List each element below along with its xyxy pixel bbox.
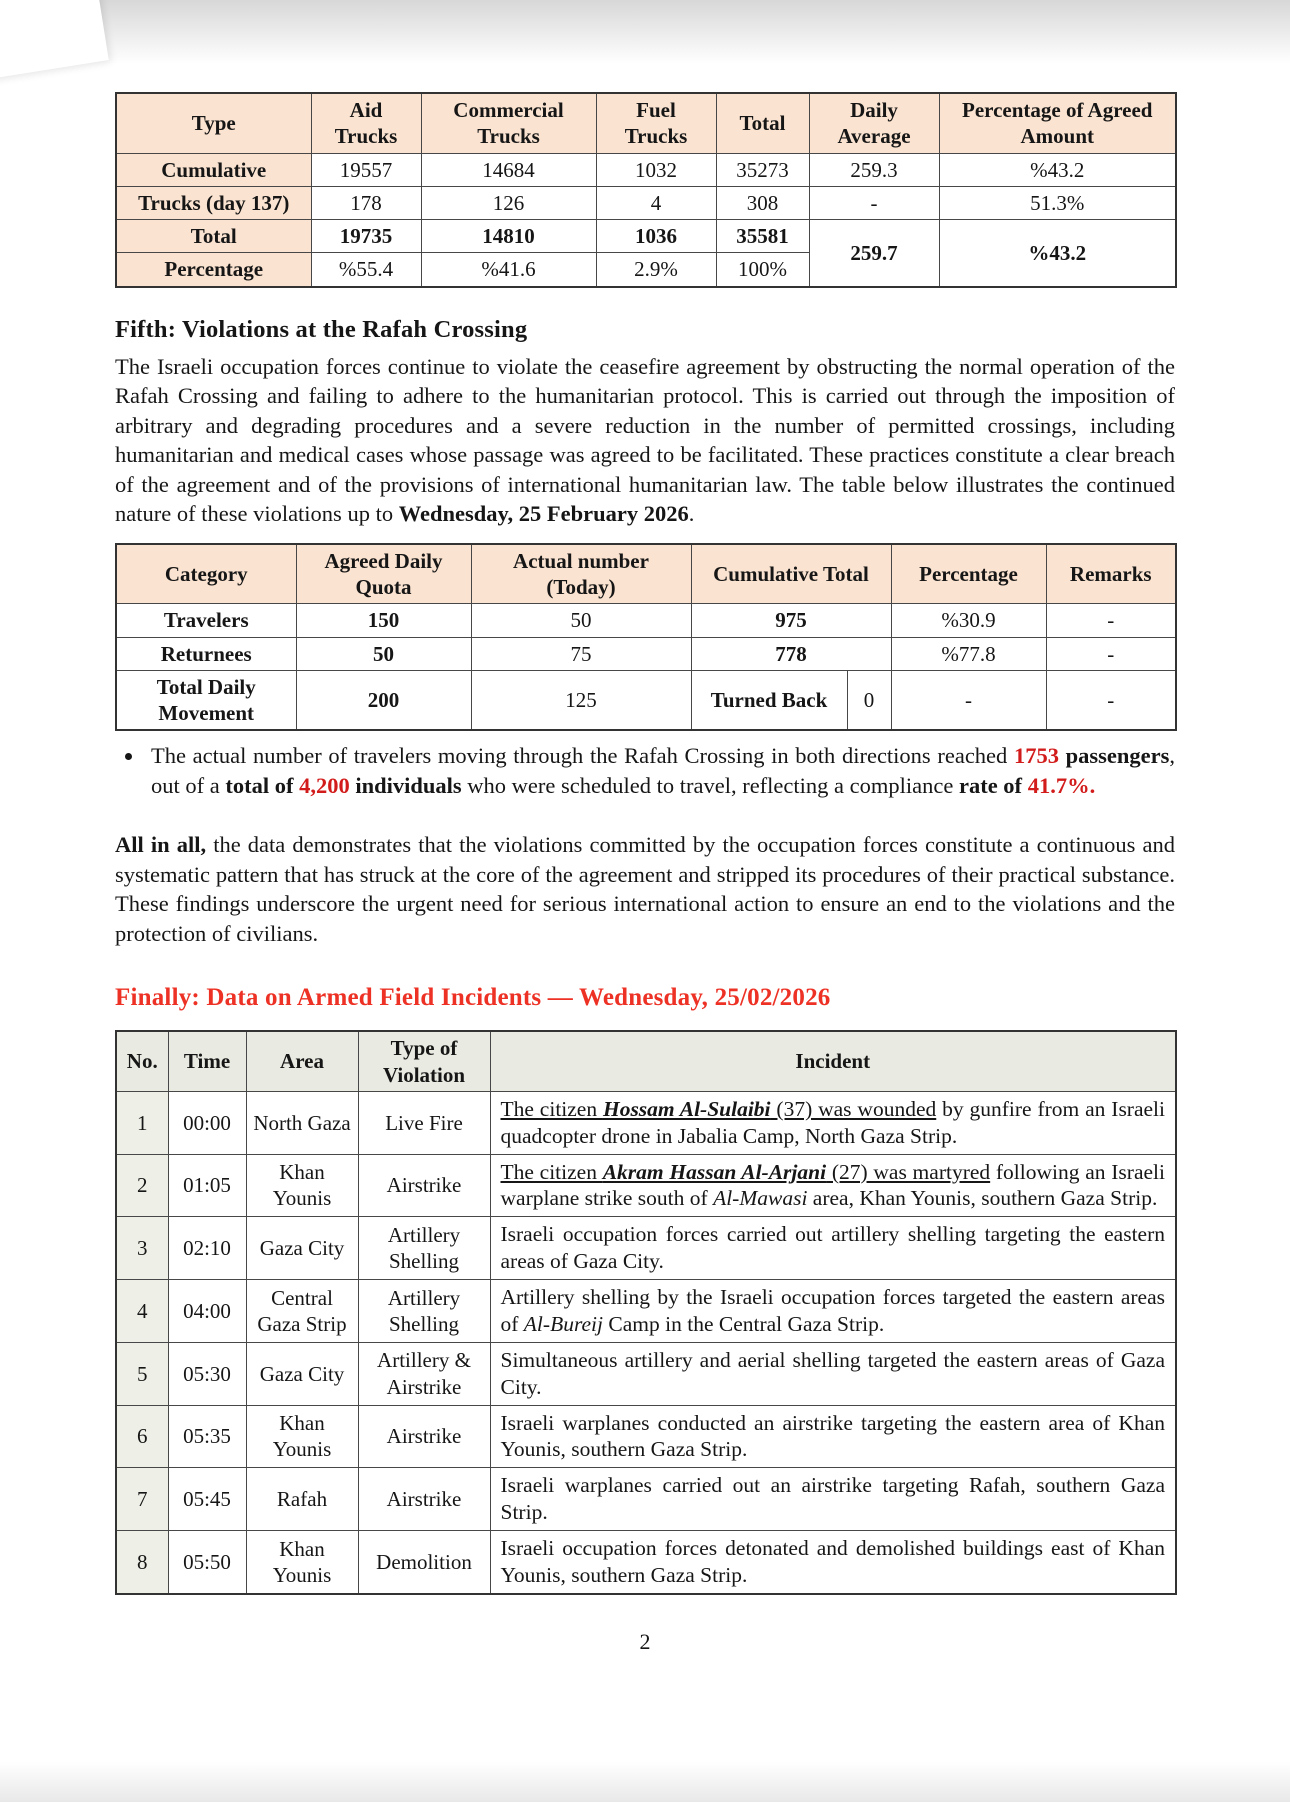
- table-row-incident-4: [116, 1280, 1176, 1343]
- merged-daily-average: 259.7: [809, 220, 939, 287]
- text-segment: Israeli warplanes carried out an airstrike targeting Rafah, southern Gaza Strip.: [500, 1473, 1165, 1525]
- text-segment: total of: [225, 772, 300, 798]
- day137-commercial: 126: [421, 186, 596, 219]
- table-row-total-daily-movement: [116, 670, 1176, 730]
- text-segment: [1059, 743, 1066, 768]
- incident-time-cell: 00:00: [168, 1091, 246, 1154]
- text-segment: The citizen: [500, 1096, 603, 1121]
- text-segment: (27) was martyred: [826, 1159, 991, 1184]
- text-segment: individuals: [349, 772, 462, 798]
- returnees-cumulative: 778: [691, 637, 891, 670]
- incident-area-cell: Gaza City: [246, 1217, 358, 1280]
- incident-no-cell: 5: [116, 1342, 168, 1405]
- day137-aid: 178: [311, 186, 421, 219]
- table-row-incident-3: [116, 1217, 1176, 1280]
- day137-daily-average: -: [809, 186, 939, 219]
- category-total-daily-movement: Total Daily Movement: [116, 670, 296, 730]
- incident-text-cell: [490, 1405, 1176, 1468]
- rafah-header-row: [116, 544, 1176, 604]
- incident-violation-cell: Artillery Shelling: [358, 1280, 490, 1343]
- incident-area-cell: North Gaza: [246, 1091, 358, 1154]
- incident-no-cell: 3: [116, 1217, 168, 1280]
- text-segment: Simultaneous artillery and aerial shelling targeted the eastern areas of Gaza City.: [500, 1347, 1165, 1399]
- column-header-aid-trucks: Aid Trucks: [311, 93, 421, 153]
- text-segment: .: [688, 501, 695, 527]
- text-segment: passengers: [1065, 743, 1170, 769]
- percentage-fuel: 2.9%: [596, 253, 716, 287]
- cumulative-commercial: 14684: [421, 153, 596, 186]
- paragraph-all-in-all: [115, 830, 1175, 948]
- travelers-quota: 150: [296, 604, 471, 637]
- table-row-incident-2: [116, 1154, 1176, 1217]
- incident-area-cell: Khan Younis: [246, 1531, 358, 1594]
- row-label-total: Total: [116, 220, 311, 253]
- text-segment: 41.7%.: [1027, 772, 1096, 798]
- text-segment: Wednesday, 25 February 2026: [398, 501, 689, 527]
- column-header-actual-number: Actual number (Today): [471, 544, 691, 604]
- row-label-trucks-day-137: Trucks (day 137): [116, 186, 311, 219]
- incident-area-cell: Gaza City: [246, 1342, 358, 1405]
- incident-area-cell: Khan Younis: [246, 1154, 358, 1217]
- table-row-travelers: [116, 604, 1176, 637]
- text-segment: The citizen: [500, 1159, 603, 1184]
- bullet-travelers-compliance: [145, 741, 1175, 800]
- incident-area-cell: Rafah: [246, 1468, 358, 1531]
- incident-violation-cell: Airstrike: [358, 1154, 490, 1217]
- table-row-returnees: [116, 637, 1176, 670]
- text-segment: All in all,: [115, 831, 207, 857]
- page-number: 2: [639, 1628, 651, 1654]
- text-segment: Israeli occupation forces detonated and demolished buildings east of Khan Younis, southern Gaza Strip.: [500, 1536, 1165, 1587]
- text-segment: (37) was wounded: [770, 1096, 937, 1121]
- column-header-percentage: Percentage: [891, 544, 1046, 604]
- day137-fuel: 4: [596, 186, 716, 219]
- movement-turned-back-label: Turned Back: [691, 670, 847, 730]
- incident-time-cell: 02:10: [168, 1217, 246, 1280]
- travelers-cumulative: 975: [691, 604, 891, 637]
- table-row-incident-7: [116, 1468, 1176, 1531]
- section-heading-fifth: Fifth: Violations at the Rafah Crossing: [115, 315, 528, 343]
- incidents-table: [115, 1030, 1177, 1595]
- incident-violation-cell: Live Fire: [358, 1091, 490, 1154]
- cumulative-aid: 19557: [311, 153, 421, 186]
- text-segment: Hossam Al-Sulaibi: [602, 1096, 771, 1121]
- incident-no-cell: 8: [116, 1531, 168, 1594]
- column-header-total: Total: [716, 93, 809, 153]
- text-segment: Israeli warplanes conducted an airstrike targeting the eastern area of Khan Younis, southern Gaza Strip.: [500, 1410, 1165, 1462]
- incident-area-cell: Khan Younis: [246, 1405, 358, 1468]
- incident-text-cell: [490, 1468, 1176, 1531]
- day137-total: 308: [716, 186, 809, 219]
- table-row-incident-5: [116, 1342, 1176, 1405]
- table-row-incident-1: [116, 1091, 1176, 1154]
- movement-turned-back-value: 0: [847, 670, 891, 730]
- text-segment: the data demonstrates that the violations committed by the occupation forces constitute a continuous and systematic pattern that has struck at the core of the agreement and stripped its procedures of their practical substance. These findings underscore the urgent need for serious international action to ensure an end to the violations and the protection of civilians.: [115, 831, 1175, 946]
- column-header-type: Type: [116, 93, 311, 153]
- percentage-aid: %55.4: [311, 253, 421, 287]
- percentage-commercial: %41.6: [421, 253, 596, 287]
- day137-percentage: 51.3%: [939, 186, 1176, 219]
- incident-violation-cell: Artillery & Airstrike: [358, 1342, 490, 1405]
- table-row-total: [116, 220, 1176, 253]
- incidents-header-row: [116, 1031, 1176, 1091]
- rafah-table: [115, 543, 1177, 732]
- returnees-percentage: %77.8: [891, 637, 1046, 670]
- column-header-category: Category: [116, 544, 296, 604]
- text-segment: Camp in the Central Gaza Strip.: [603, 1311, 885, 1336]
- total-fuel: 1036: [596, 220, 716, 253]
- text-segment: Artillery shelling by the Israeli occupation forces targeted the eastern areas of: [500, 1285, 1165, 1336]
- incident-violation-cell: Airstrike: [358, 1468, 490, 1531]
- incident-time-cell: 05:50: [168, 1531, 246, 1594]
- text-segment: following an Israeli warplane strike south of: [500, 1159, 1165, 1211]
- table-row-incident-6: [116, 1405, 1176, 1468]
- text-segment: who were scheduled to travel, reflecting a compliance: [461, 772, 959, 798]
- column-header-agreed-quota: Agreed Daily Quota: [296, 544, 471, 604]
- text-segment: Israeli occupation forces carried out artillery shelling targeting the eastern areas of Gaza City.: [500, 1222, 1165, 1274]
- column-header-commercial-trucks: Commercial Trucks: [421, 93, 596, 153]
- bullet-list: [121, 741, 1175, 800]
- column-header-time: Time: [168, 1031, 246, 1091]
- table-row-incident-8: [116, 1531, 1176, 1594]
- cumulative-fuel: 1032: [596, 153, 716, 186]
- trucks-header-row: [116, 93, 1176, 153]
- column-header-cumulative-total: Cumulative Total: [691, 544, 891, 604]
- column-header-remarks: Remarks: [1046, 544, 1176, 604]
- text-segment: by gunfire from an Israeli quadcopter drone in Jabalia Camp, North Gaza Strip.: [500, 1096, 1166, 1148]
- incident-time-cell: 01:05: [168, 1154, 246, 1217]
- incident-text-cell: [490, 1342, 1176, 1405]
- category-returnees: Returnees: [116, 637, 296, 670]
- incident-text-cell: [490, 1091, 1176, 1154]
- text-segment: , out of a: [151, 743, 1175, 798]
- incident-time-cell: 04:00: [168, 1280, 246, 1343]
- incident-text-cell: [490, 1217, 1176, 1280]
- table-row-trucks-day-137: [116, 186, 1176, 219]
- scan-shadow-bottom: [0, 1762, 1290, 1802]
- column-header-incident: Incident: [490, 1031, 1176, 1091]
- column-header-daily-average: Daily Average: [809, 93, 939, 153]
- column-header-no: No.: [116, 1031, 168, 1091]
- column-header-violation-type: Type of Violation: [358, 1031, 490, 1091]
- paragraph-rafah-violations: [115, 352, 1175, 529]
- returnees-quota: 50: [296, 637, 471, 670]
- incident-text-cell: [490, 1280, 1176, 1343]
- incident-violation-cell: Artillery Shelling: [358, 1217, 490, 1280]
- travelers-percentage: %30.9: [891, 604, 1046, 637]
- text-segment: rate of: [958, 772, 1028, 798]
- cumulative-daily-average: 259.3: [809, 153, 939, 186]
- text-segment: Al-Bureij: [523, 1311, 604, 1336]
- row-label-percentage: Percentage: [116, 253, 311, 287]
- movement-actual: 125: [471, 670, 691, 730]
- column-header-percentage-agreed: Percentage of Agreed Amount: [939, 93, 1176, 153]
- returnees-remarks: -: [1046, 637, 1176, 670]
- returnees-actual: 75: [471, 637, 691, 670]
- incident-text-cell: [490, 1531, 1176, 1594]
- cumulative-percentage: %43.2: [939, 153, 1176, 186]
- text-segment: The Israeli occupation forces continue to violate the ceasefire agreement by obstructing the normal operation of the Rafah Crossing and failing to adhere to the humanitarian protocol. This is carried out through the imposition of arbitrary and degrading procedures and a severe reduction in the number of permitted crossings, including humanitarian and medical cases whose passage was agreed to be facilitated. These practices constitute a clear breach of the agreement and of the provisions of international humanitarian law. The table below illustrates the continued nature of these violations up to: [115, 353, 1175, 527]
- movement-quota: 200: [296, 670, 471, 730]
- total-total: 35581: [716, 220, 809, 253]
- column-header-area: Area: [246, 1031, 358, 1091]
- total-commercial: 14810: [421, 220, 596, 253]
- movement-percentage: -: [891, 670, 1046, 730]
- text-segment: 1753: [1013, 743, 1059, 769]
- incident-violation-cell: Demolition: [358, 1531, 490, 1594]
- text-segment: 4,200: [299, 772, 350, 798]
- incident-text-cell: [490, 1154, 1176, 1217]
- percentage-total: 100%: [716, 253, 809, 287]
- incident-time-cell: 05:30: [168, 1342, 246, 1405]
- travelers-remarks: -: [1046, 604, 1176, 637]
- incident-no-cell: 6: [116, 1405, 168, 1468]
- cumulative-total: 35273: [716, 153, 809, 186]
- total-aid: 19735: [311, 220, 421, 253]
- incident-time-cell: 05:45: [168, 1468, 246, 1531]
- movement-remarks: -: [1046, 670, 1176, 730]
- table-row-cumulative: [116, 153, 1176, 186]
- column-header-fuel-trucks: Fuel Trucks: [596, 93, 716, 153]
- incident-no-cell: 4: [116, 1280, 168, 1343]
- incident-no-cell: 7: [116, 1468, 168, 1531]
- incident-no-cell: 1: [116, 1091, 168, 1154]
- incident-no-cell: 2: [116, 1154, 168, 1217]
- text-segment: Akram Hassan Al-Arjani: [602, 1159, 827, 1184]
- text-segment: The actual number of travelers moving through the Rafah Crossing in both directions reached: [151, 743, 1014, 769]
- travelers-actual: 50: [471, 604, 691, 637]
- row-label-cumulative: Cumulative: [116, 153, 311, 186]
- trucks-table: [115, 92, 1177, 288]
- incident-area-cell: Central Gaza Strip: [246, 1280, 358, 1343]
- section-heading-finally: Finally: Data on Armed Field Incidents — Wednesday, 25/02/2026: [115, 984, 831, 1012]
- category-travelers: Travelers: [116, 604, 296, 637]
- incident-time-cell: 05:35: [168, 1405, 246, 1468]
- text-segment: area, Khan Younis, southern Gaza Strip.: [807, 1186, 1158, 1211]
- merged-percentage: %43.2: [939, 220, 1176, 287]
- incident-violation-cell: Airstrike: [358, 1405, 490, 1468]
- text-segment: Al-Mawasi: [713, 1186, 808, 1211]
